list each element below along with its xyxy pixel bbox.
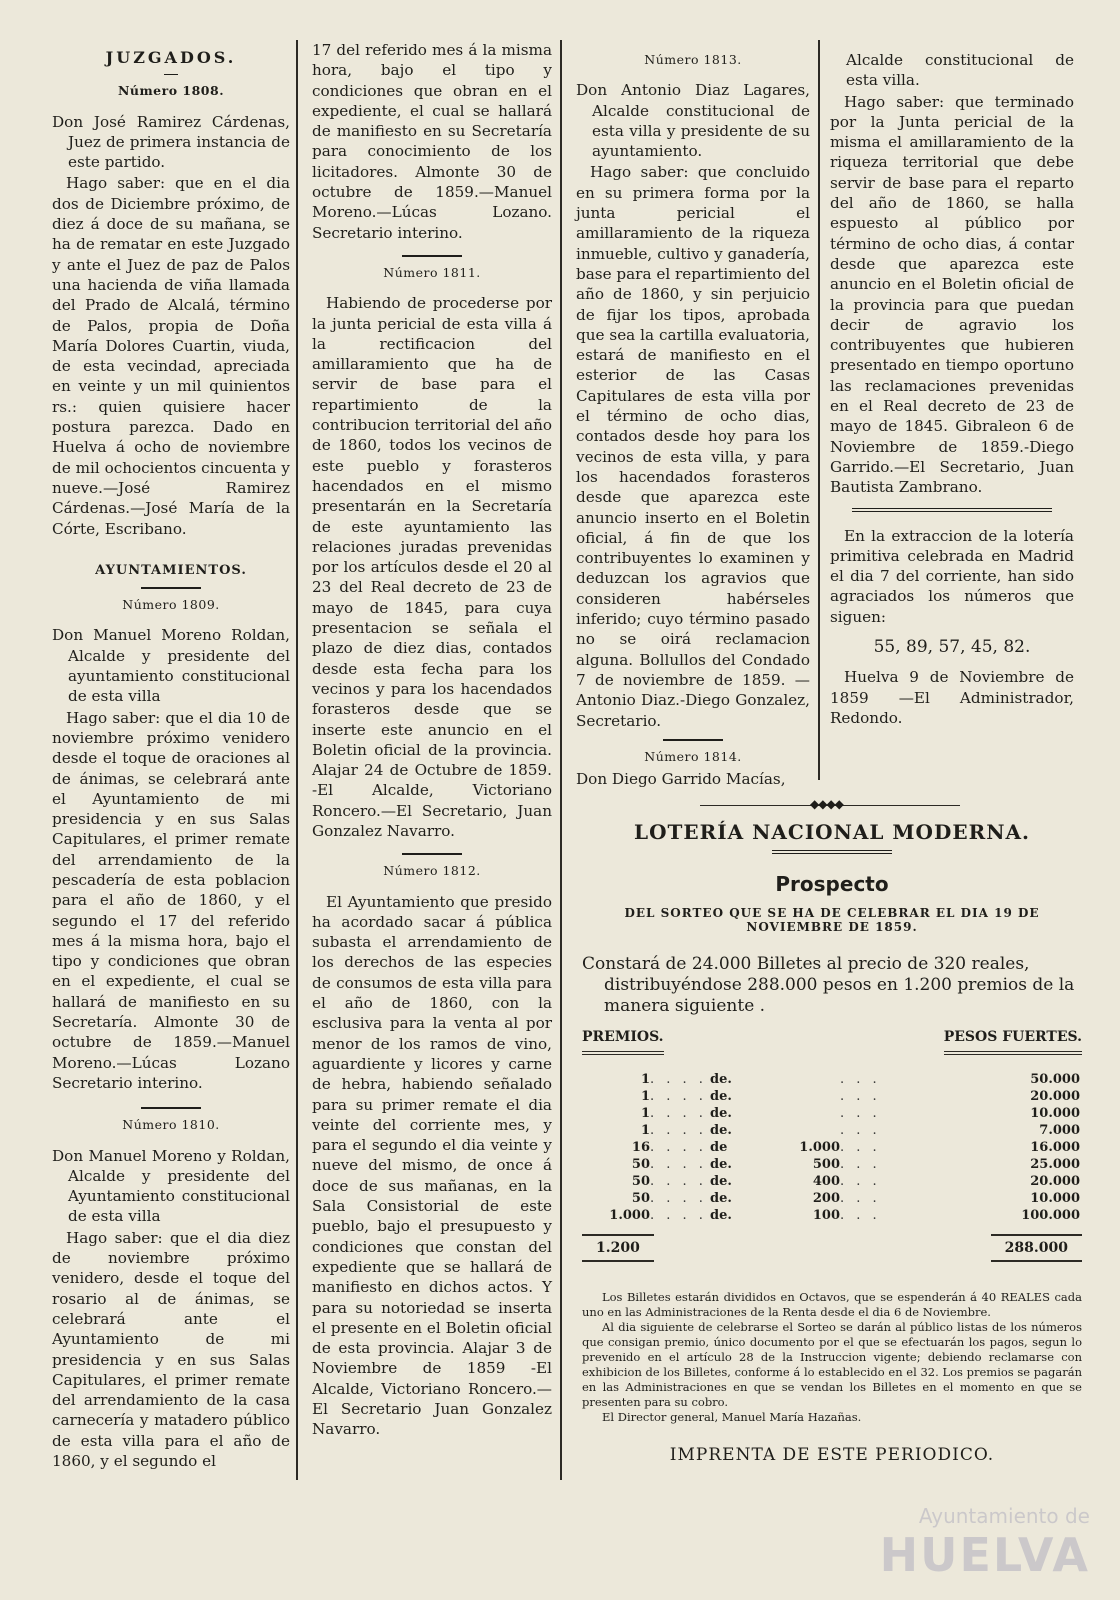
prize-table-header (582, 1029, 1082, 1055)
prize-totals (582, 1234, 1082, 1262)
imprenta-footer: IMPRENTA DE ESTE PERIODICO. (669, 1445, 995, 1465)
dot-leader: . . . . (650, 1174, 707, 1189)
prize-quantity: 1 (640, 1089, 650, 1104)
prize-row (588, 1173, 1082, 1190)
section-heading: AYUNTAMIENTOS. (95, 562, 247, 578)
dot-leader: . . . (840, 1208, 881, 1223)
rule-divider (402, 853, 462, 855)
notice-number: Número 1809. (122, 597, 220, 613)
prize-total: 16.000 (1030, 1140, 1080, 1155)
rule-divider (141, 587, 201, 589)
dot-leader: . . . (840, 1191, 881, 1206)
watermark-line1: Ayuntamiento de (918, 1504, 1090, 1528)
dot-leader: . . . (840, 1123, 881, 1138)
prize-de: de. (710, 1106, 732, 1121)
note-text: El Director general, Manuel María Hazañas. (602, 1410, 862, 1424)
column-1 (52, 40, 290, 1472)
col-pesos: PESOS FUERTES. (944, 1029, 1082, 1055)
prize-quantity: 16 (631, 1140, 650, 1155)
prize-row (588, 1190, 1082, 1207)
notice-text: Alcalde constitucional de esta villa. (846, 51, 1074, 90)
notice-text: Don Manuel Moreno Roldan, Alcalde y presidente del ayuntamiento constitucional de esta villa (52, 626, 290, 706)
dash-divider (164, 74, 178, 75)
lottery-intro: Constará de 24.000 Billetes al precio de 320 reales, distribuyéndose 288.000 pesos en 1.200 premios de la manera siguiente . (582, 954, 1075, 1016)
prize-quantity: 1 (640, 1072, 650, 1087)
notice-text: Don Diego Garrido Macías, (576, 770, 786, 789)
lottery-subtitle: Prospecto (775, 872, 889, 896)
notice-text: El Ayuntamiento que presido ha acordado sacar á pública subasta el arrendamiento de los derechos de las especies de consumos de esta villa para el año de 1860, con la esclusiva para la venta al por menor de los ramos de vino, aguardiente y licores y carne de hebra, habiendo señalado para su primer remate el dia veinte del corriente mes, y para el segundo el dia veinte y nueve del mismo, de once á doce de sus mañanas, en la Sala Consistorial de este pueblo, bajo el presupuesto y condiciones que constan del expediente que se hallará de manifiesto en dichos actos. Y para su notoriedad se inserta el presente en el Boletin oficial de esta provincia. Alajar 3 de Noviembre de 1859 -El Alcalde, Victoriano Roncero.—El Secretario Juan Gonzalez Navarro. (312, 892, 552, 1439)
notice-number: Número 1808. (117, 83, 225, 99)
prize-row (588, 1088, 1082, 1105)
column-3 (576, 50, 810, 790)
notice-text: Don José Ramirez Cárdenas, Juez de primera instancia de este partido. (52, 112, 290, 172)
ornament-icon: ◆◆◆◆ (810, 797, 843, 811)
notice-text: Hago saber: que el dia 10 de noviembre próximo venidero desde el toque de oraciones al de ánimas, se celebrará ante el Ayuntamiento de mi presidencia y en sus Salas Capitulares, el primer remate del arrendamiento de la pescadería de esta poblacion para el año de 1860, y el segundo el 17 del referido mes á la misma hora, bajo el tipo y condiciones que obran en el expediente, el cual se hallará de manifiesto en su Secretaría. Almonte 30 de octubre de 1859.—Manuel Moreno.—Lúcas Lozano Secretario interino. (52, 708, 290, 1092)
notice-text: Hago saber: que en el dia dos de Diciembre próximo, de diez á doce de su mañana, se ha de rematar en este Juzgado y ante el Juez de paz de Palos una hacienda de viña llamada del Prado de Alcalá, término de Palos, propia de Doña María Dolores Cuartin, viuda, de esta vecindad, apreciada en veinte y un mil quinientos rs.: quien quisiere hacer postura parezca. Dado en Huelva á ocho de noviembre de mil ochocientos cincuenta y nueve.—José Ramirez Cárdenas.—José María de la Córte, Escribano. (52, 174, 290, 538)
prize-de: de. (710, 1208, 732, 1223)
prize-value: 100 (812, 1208, 840, 1223)
notice-text: Hago saber: que el dia diez de noviembre próximo venidero, desde el toque del rosario al de ánimas, se celebrará ante el Ayuntamiento de mi presidencia y en sus Salas Capitulares, el primer remate del arrendamiento de la casa carnecería y matadero público de esta villa para el año de 1860, y el segundo el (52, 1228, 290, 1470)
notice-text: 17 del referido mes á la misma hora, bajo el tipo y condiciones que obran en el expediente, el cual se hallará de manifiesto en su Secretaría para conocimiento de los licitadores. Almonte 30 de octubre de 1859.—Manuel Moreno.—Lúcas Lozano. Secretario interino. (312, 41, 552, 242)
double-rule-divider (852, 508, 1052, 512)
notice-number: Número 1813. (644, 52, 742, 67)
section-heading: JUZGADOS. (105, 48, 237, 67)
watermark-logo (880, 1504, 1090, 1582)
total-premios: 1.200 (582, 1234, 654, 1262)
dot-leader: . . . . (650, 1157, 707, 1172)
notice-number: Número 1814. (644, 748, 742, 764)
column-2 (312, 40, 552, 1441)
prize-de: de. (710, 1157, 732, 1172)
dot-leader: . . . (840, 1157, 881, 1172)
prize-row (588, 1071, 1082, 1088)
prize-total: 7.000 (1039, 1123, 1080, 1138)
prize-de: de. (710, 1174, 732, 1189)
prize-de: de (710, 1140, 728, 1155)
prize-row (588, 1122, 1082, 1139)
notice-text: Hago saber: que terminado por la Junta pericial de la misma el amillaramiento de la riqueza territorial que debe servir de base para el reparto del año de 1860, se halla espuesto al público por término de ocho dias, á contar desde que aparezca este anuncio en el Boletin oficial de la provincia para que puedan decir de agravio los contribuyentes que hubieren presentado en tiempo oportuno las reclamaciones prevenidas en el Real decreto de 23 de mayo de 1845. Gibraleon 6 de Noviembre de 1859.-Diego Garrido.—El Secretario, Juan Bautista Zambrano. (830, 92, 1074, 497)
rule-divider (141, 1107, 201, 1109)
prize-value: 200 (812, 1191, 840, 1206)
notice-text: Huelva 9 de Noviembre de 1859 —El Administrador, Redondo. (830, 668, 1074, 727)
prize-value: 500 (812, 1157, 840, 1172)
prize-quantity: 1.000 (609, 1208, 650, 1223)
dot-leader: . . . . (650, 1072, 707, 1087)
note-text: Al dia siguiente de celebrarse el Sorteo se darán al público listas de los números que consigan premio, único documento por el que se efectuarán los pagos, segun lo prevenido en el artículo 28 de la Instruccion vigente; debiendo reclamarse con exhibicion de los Billetes, conforme á lo establecido en el 32. Los premios se pagarán en las Administraciones en que se vendan los Billetes en el momento en que se presenten para su cobro. (582, 1320, 1082, 1409)
notice-number: Número 1811. (383, 264, 481, 280)
double-rule-divider (772, 850, 892, 854)
prize-total: 50.000 (1030, 1072, 1080, 1087)
dot-leader: . . . . (650, 1208, 707, 1223)
prize-value: 1.000 (799, 1140, 840, 1155)
prize-total: 10.000 (1030, 1106, 1080, 1121)
prize-row (588, 1207, 1082, 1224)
rule-divider (663, 739, 723, 741)
lottery-prospectus (582, 820, 1082, 1465)
dot-leader: . . . (840, 1072, 881, 1087)
col-premios: PREMIOS. (582, 1029, 664, 1055)
prize-de: de. (710, 1089, 732, 1104)
prize-table (582, 1029, 1082, 1262)
column-rule (296, 40, 298, 1480)
prize-quantity: 1 (640, 1123, 650, 1138)
notice-text: Don Manuel Moreno y Roldan, Alcalde y presidente del Ayuntamiento constitucional de esta villa (52, 1146, 290, 1226)
column-4 (830, 50, 1074, 729)
dot-leader: . . . . (650, 1191, 707, 1206)
prize-de: de. (710, 1072, 732, 1087)
notice-number: Número 1810. (122, 1117, 220, 1133)
lottery-draw-line: DEL SORTEO QUE SE HA DE CELEBRAR EL DIA 19 DE NOVIEMBRE DE 1859. (624, 906, 1040, 934)
prize-total: 10.000 (1030, 1191, 1080, 1206)
prize-value (780, 1105, 840, 1122)
rule-divider (402, 255, 462, 257)
notice-text: En la extraccion de la lotería primitiva celebrada en Madrid el dia 7 del corriente, han sido agraciados los números que siguen: (830, 526, 1074, 626)
column-rule (560, 40, 562, 1480)
prize-de: de. (710, 1191, 732, 1206)
watermark-line2: HUELVA (879, 1528, 1090, 1582)
dot-leader: . . . (840, 1174, 881, 1189)
prize-total: 20.000 (1030, 1089, 1080, 1104)
dot-leader: . . . . (650, 1089, 707, 1104)
prize-value (780, 1122, 840, 1139)
prize-value (780, 1071, 840, 1088)
prize-quantity: 1 (640, 1106, 650, 1121)
lottery-title: LOTERÍA NACIONAL MODERNA. (634, 820, 1030, 844)
prize-rows (582, 1071, 1082, 1224)
dot-leader: . . . (840, 1140, 881, 1155)
dot-leader: . . . (840, 1106, 881, 1121)
prize-row (588, 1105, 1082, 1122)
column-rule (818, 40, 820, 780)
total-pesos: 288.000 (991, 1234, 1082, 1262)
prize-value (780, 1088, 840, 1105)
prize-quantity: 50 (631, 1174, 650, 1189)
dot-leader: . . . . (650, 1123, 707, 1138)
prize-total: 100.000 (1021, 1208, 1080, 1223)
prize-value: 400 (812, 1174, 840, 1189)
dot-leader: . . . . (650, 1106, 707, 1121)
dot-leader: . . . . (650, 1140, 707, 1155)
prize-row (588, 1156, 1082, 1173)
prize-de: de. (710, 1123, 732, 1138)
prize-quantity: 50 (631, 1157, 650, 1172)
prize-quantity: 50 (631, 1191, 650, 1206)
notice-text: Hago saber: que concluido en su primera forma por la junta pericial el amillaramiento de la riqueza inmueble, cultivo y ganadería, base para el repartimiento del año de 1860, y sin perjuicio de fijar los tipos, aprobada que sea la cartilla evaluatoria, estará de manifiesto en el esterior de las Casas Capitulares de esta villa por el término de ocho dias, contados desde hoy para los vecinos de esta villa, y para los hacendados forasteros desde que aparezca este anuncio inserto en el Boletin oficial, á fin de que los contribuyentes lo examinen y deduzcan los agravios que consideren habérseles inferido; cuyo término pasado no se oirá reclamacion alguna. Bollullos del Condado 7 de noviembre de 1859. —Antonio Diaz.-Diego Gonzalez, Secretario. (576, 163, 810, 730)
note-text: Los Billetes estarán divididos en Octavos, que se espenderán á 40 REALES cada uno en las Administraciones de la Renta desde el dia 6 de Noviembre. (582, 1290, 1082, 1319)
notice-text: Don Antonio Diaz Lagares, Alcalde constitucional de esta villa y presidente de su ayuntamiento. (576, 81, 810, 161)
prize-row (588, 1139, 1082, 1156)
prize-total: 20.000 (1030, 1174, 1080, 1189)
winning-numbers: 55, 89, 57, 45, 82. (873, 637, 1031, 658)
prize-total: 25.000 (1030, 1157, 1080, 1172)
notice-text: Habiendo de procederse por la junta pericial de esta villa á la rectificacion del amillaramiento que ha de servir de base para el repartimiento de la contribucion territorial del año de 1860, todos los vecinos de este pueblo y forasteros hacendados en el mismo presentarán en la Secretaría de este ayuntamiento las relaciones juradas prevenidas por los artículos desde el 20 al 23 del Real decreto de 23 de mayo de 1845, para cuya presentacion se señala el plazo de diez dias, contados desde esta fecha para los vecinos y para los hacendados forasteros desde que se inserte este anuncio en el Boletin oficial de la provincia. Alajar 24 de Octubre de 1859. -El Alcalde, Victoriano Roncero.—El Secretario, Juan Gonzalez Navarro. (312, 294, 552, 840)
lottery-notes (582, 1290, 1082, 1425)
notice-number: Número 1812. (383, 863, 481, 879)
dot-leader: . . . (840, 1089, 881, 1104)
